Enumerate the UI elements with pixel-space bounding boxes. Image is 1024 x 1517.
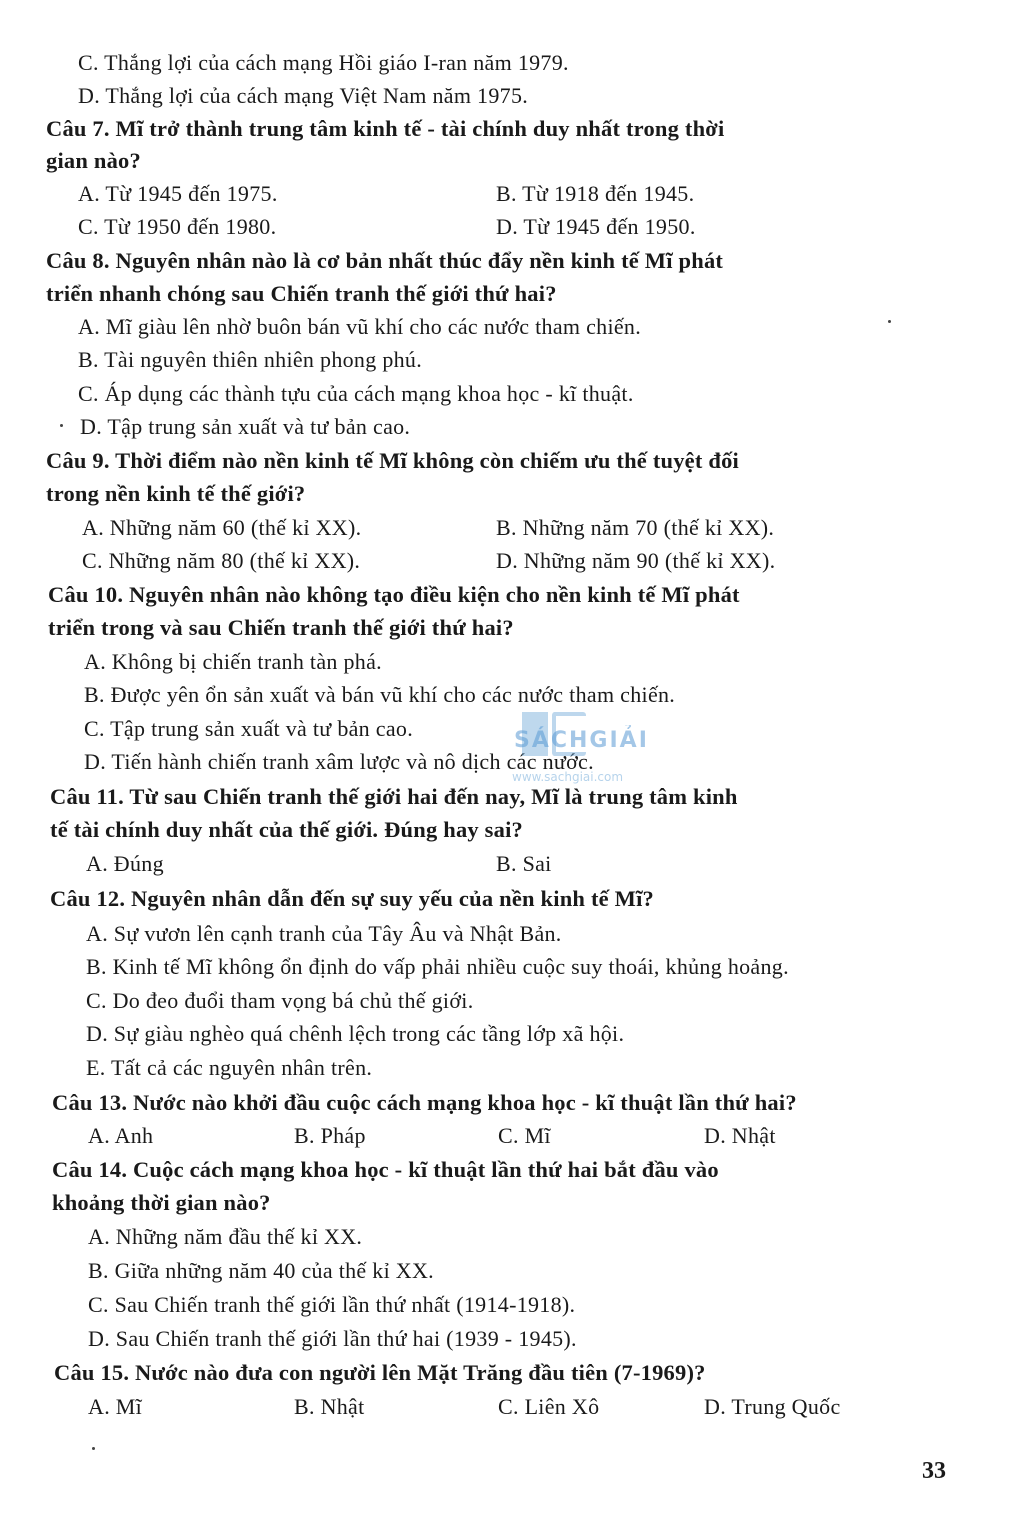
answer-option: E. Tất cả các nguyên nhân trên. xyxy=(86,1055,373,1080)
question-line xyxy=(0,882,1024,915)
answer-line xyxy=(0,984,1024,1017)
answer-line xyxy=(0,410,1024,443)
question-line xyxy=(0,244,1024,277)
answer-option: D. Sự giàu nghèo quá chênh lệch trong các tầng lớp xã hội. xyxy=(86,1021,625,1046)
answer-line xyxy=(0,917,1024,950)
answer-option: D. Tập trung sản xuất và tư bản cao. xyxy=(80,414,411,439)
answer-option: D. Sau Chiến tranh thế giới lần thứ hai (1939 - 1945). xyxy=(88,1326,577,1351)
answer-line xyxy=(0,511,1024,544)
answer-option: C. Những năm 80 (thế kỉ XX). xyxy=(82,548,361,573)
question-text: Câu 11. Từ sau Chiến tranh thế giới hai đến nay, Mĩ là trung tâm kinh xyxy=(50,784,738,809)
watermark-logo xyxy=(508,708,649,806)
question-line xyxy=(0,112,1024,145)
answer-option: A. Đúng xyxy=(86,851,164,876)
question-text: triển trong và sau Chiến tranh thế giới thứ hai? xyxy=(48,615,514,640)
answer-line xyxy=(0,1288,1024,1321)
watermark-text: SÁCHGIẢI xyxy=(514,728,649,753)
answer-option: A. Những năm 60 (thế kỉ XX). xyxy=(82,515,362,540)
answer-option: C. Do đeo đuổi tham vọng bá chủ thế giới. xyxy=(86,988,474,1013)
watermark-url: www.sachgiai.com xyxy=(512,770,624,784)
answer-option: A. Anh xyxy=(88,1123,154,1148)
question-line xyxy=(0,1186,1024,1219)
answer-option: B. Từ 1918 đến 1945. xyxy=(496,181,695,206)
answer-option: C. Áp dụng các thành tựu của cách mạng khoa học - kĩ thuật. xyxy=(78,381,634,406)
answer-option: B. Được yên ổn sản xuất và bán vũ khí cho các nước tham chiến. xyxy=(84,682,676,707)
question-line xyxy=(0,1356,1024,1389)
question-line xyxy=(0,277,1024,310)
answer-line xyxy=(0,1119,1024,1152)
answer-option: B. Pháp xyxy=(294,1123,366,1148)
answer-line xyxy=(0,847,1024,880)
answer-option: B. Những năm 70 (thế kỉ XX). xyxy=(496,515,775,540)
answer-line xyxy=(0,1322,1024,1355)
question-text: Câu 8. Nguyên nhân nào là cơ bản nhất thúc đẩy nền kinh tế Mĩ phát xyxy=(46,248,724,273)
answer-option: C. Liên Xô xyxy=(498,1394,600,1419)
answer-option: B. Nhật xyxy=(294,1394,365,1419)
answer-line xyxy=(0,950,1024,983)
question-text: gian nào? xyxy=(46,148,141,173)
answer-line xyxy=(0,1017,1024,1050)
question-line xyxy=(0,1086,1024,1119)
question-line xyxy=(0,144,1024,177)
question-text: Câu 13. Nước nào khởi đầu cuộc cách mạng khoa học - kĩ thuật lần thứ hai? xyxy=(52,1090,797,1115)
scan-speck xyxy=(888,320,891,323)
scan-speck xyxy=(92,1447,95,1450)
answer-line xyxy=(0,377,1024,410)
question-line xyxy=(0,578,1024,611)
answer-line xyxy=(0,210,1024,243)
answer-option: C. Tập trung sản xuất và tư bản cao. xyxy=(84,716,414,741)
question-line xyxy=(0,444,1024,477)
answer-option: D. Tiến hành chiến tranh xâm lược và nô dịch các nước. xyxy=(84,749,594,774)
answer-option: D. Thắng lợi của cách mạng Việt Nam năm 1975. xyxy=(78,83,529,108)
answer-line xyxy=(0,177,1024,210)
answer-line xyxy=(0,544,1024,577)
question-line xyxy=(0,611,1024,644)
answer-line xyxy=(0,46,1024,79)
answer-line xyxy=(0,1220,1024,1253)
answer-line xyxy=(0,79,1024,112)
answer-line xyxy=(0,1051,1024,1084)
question-text: Câu 7. Mĩ trở thành trung tâm kinh tế - tài chính duy nhất trong thời xyxy=(46,116,725,141)
question-text: khoảng thời gian nào? xyxy=(52,1190,271,1215)
question-text: Câu 9. Thời điểm nào nền kinh tế Mĩ không còn chiếm ưu thế tuyệt đối xyxy=(46,448,739,473)
question-text: Câu 15. Nước nào đưa con người lên Mặt Trăng đầu tiên (7-1969)? xyxy=(54,1360,706,1385)
question-text: triển nhanh chóng sau Chiến tranh thế giới thứ hai? xyxy=(46,281,557,306)
question-line xyxy=(0,477,1024,510)
answer-option: A. Những năm đầu thế kỉ XX. xyxy=(88,1224,363,1249)
answer-option: A. Không bị chiến tranh tàn phá. xyxy=(84,649,382,674)
question-line xyxy=(0,813,1024,846)
answer-option: A. Sự vươn lên cạnh tranh của Tây Âu và Nhật Bản. xyxy=(86,921,562,946)
answer-option: D. Từ 1945 đến 1950. xyxy=(496,214,696,239)
answer-option: D. Trung Quốc xyxy=(704,1394,841,1419)
question-text: Câu 12. Nguyên nhân dẫn đến sự suy yếu của nền kinh tế Mĩ? xyxy=(50,886,655,911)
page-number: 33 xyxy=(922,1458,946,1484)
answer-option: C. Mĩ xyxy=(498,1123,551,1148)
question-text: trong nền kinh tế thế giới? xyxy=(46,481,306,506)
answer-option: A. Mĩ xyxy=(88,1394,143,1419)
answer-option: C. Sau Chiến tranh thế giới lần thứ nhất (1914-1918). xyxy=(88,1292,576,1317)
answer-line xyxy=(0,310,1024,343)
answer-option: C. Từ 1950 đến 1980. xyxy=(78,214,277,239)
answer-option: D. Những năm 90 (thế kỉ XX). xyxy=(496,548,776,573)
question-text: Câu 14. Cuộc cách mạng khoa học - kĩ thuật lần thứ hai bắt đầu vào xyxy=(52,1157,719,1182)
answer-line xyxy=(0,645,1024,678)
answer-option: C. Thắng lợi của cách mạng Hồi giáo I-ran năm 1979. xyxy=(78,50,569,75)
question-text: tế tài chính duy nhất của thế giới. Đúng hay sai? xyxy=(50,817,523,842)
answer-option: A. Từ 1945 đến 1975. xyxy=(78,181,278,206)
answer-option: B. Giữa những năm 40 của thế kỉ XX. xyxy=(88,1258,434,1283)
answer-option: B. Kinh tế Mĩ không ổn định do vấp phải nhiều cuộc suy thoái, khủng hoảng. xyxy=(86,954,789,979)
answer-line xyxy=(0,678,1024,711)
question-text: Câu 10. Nguyên nhân nào không tạo điều kiện cho nền kinh tế Mĩ phát xyxy=(48,582,740,607)
answer-line xyxy=(0,343,1024,376)
answer-option: D. Nhật xyxy=(704,1123,776,1148)
answer-option: B. Sai xyxy=(496,851,552,876)
answer-line xyxy=(0,1254,1024,1287)
answer-line xyxy=(0,1390,1024,1423)
answer-option: A. Mĩ giàu lên nhờ buôn bán vũ khí cho các nước tham chiến. xyxy=(78,314,642,339)
question-line xyxy=(0,1153,1024,1186)
answer-option: B. Tài nguyên thiên nhiên phong phú. xyxy=(78,347,423,372)
scan-speck xyxy=(60,424,63,427)
